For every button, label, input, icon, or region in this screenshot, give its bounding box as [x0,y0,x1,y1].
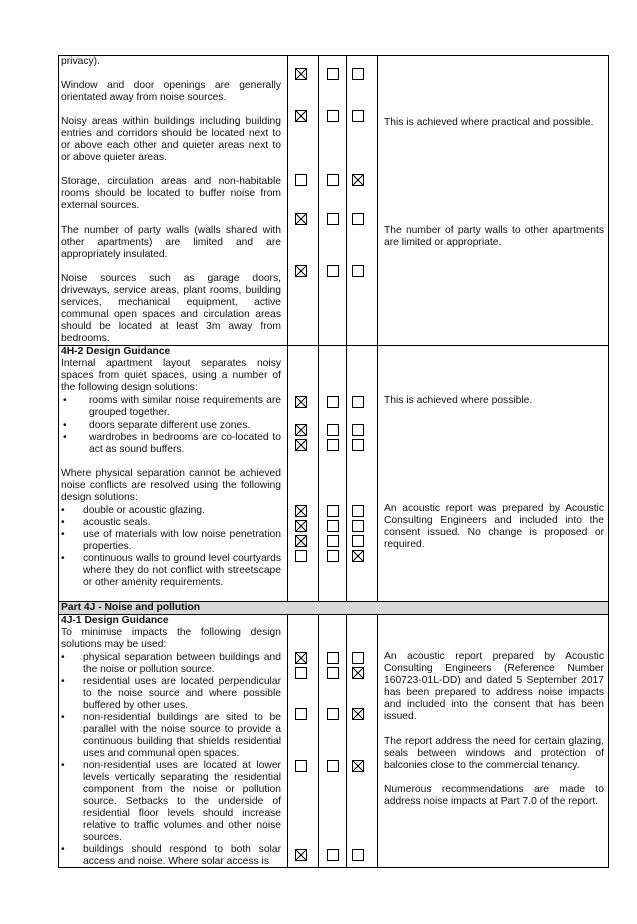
no-checkbox[interactable] [327,110,339,122]
table-rule [377,614,378,868]
list-item: non-residential buildings are sited to be parallel with the noise source to provide a continuous building that shields residential uses and communal open spaces. [83,712,281,759]
yes-checkbox[interactable] [295,424,307,436]
yes-checkbox[interactable] [295,396,307,408]
yes-checkbox[interactable] [295,174,307,186]
no-checkbox[interactable] [327,520,339,532]
no-checkbox[interactable] [327,849,339,861]
yes-checkbox[interactable] [295,110,307,122]
na-checkbox[interactable] [352,265,364,277]
bullet-glyph: • [63,395,67,406]
bullet-glyph: • [61,712,65,723]
criteria-text: Storage, circulation areas and non-habitable rooms should be located to buffer noise from external sources. [61,176,281,211]
comment-text: This is achieved where practical and possible. [384,117,594,128]
bullet-glyph: • [61,652,65,663]
yes-checkbox[interactable] [295,535,307,547]
criteria-text: The number of party walls (walls shared with other apartments) are limited and are appropriately insulated. [61,225,281,260]
table-rule [318,614,319,868]
no-checkbox[interactable] [327,439,339,451]
na-checkbox[interactable] [352,110,364,122]
table-rule [318,55,319,601]
na-checkbox[interactable] [352,550,364,562]
na-checkbox[interactable] [352,174,364,186]
yes-checkbox[interactable] [295,550,307,562]
no-checkbox[interactable] [327,213,339,225]
comment-text: The number of party walls to other apartments are limited or appropriate. [384,225,604,248]
no-checkbox[interactable] [327,535,339,547]
na-checkbox[interactable] [352,213,364,225]
no-checkbox[interactable] [327,396,339,408]
bullet-glyph: • [63,420,67,431]
no-checkbox[interactable] [327,708,339,720]
na-checkbox[interactable] [352,396,364,408]
bullet-glyph: • [61,676,65,687]
yes-checkbox[interactable] [295,213,307,225]
na-checkbox[interactable] [352,667,364,679]
criteria-text: Where physical separation cannot be achieved noise conflicts are resolved using the following design solutions: [61,468,281,503]
bullet-glyph: • [61,517,65,528]
criteria-text: Window and door openings are generally orientated away from noise sources. [61,80,281,103]
bullet-glyph: • [61,760,65,771]
list-item: double or acoustic glazing. [83,505,205,516]
list-item: continuous walls to ground level courtyards where they do not conflict with streetscape or other amenity requirements. [83,553,281,588]
no-checkbox[interactable] [327,652,339,664]
na-checkbox[interactable] [352,520,364,532]
table-rule [287,55,288,601]
na-checkbox[interactable] [352,505,364,517]
comment-text: Numerous recommendations are made to address noise impacts at Part 7.0 of the report. [384,784,604,807]
section-heading: Part 4J - Noise and pollution [61,602,201,613]
yes-checkbox[interactable] [295,708,307,720]
yes-checkbox[interactable] [295,505,307,517]
bullet-glyph: • [61,505,65,516]
na-checkbox[interactable] [352,424,364,436]
yes-checkbox[interactable] [295,760,307,772]
na-checkbox[interactable] [352,708,364,720]
guidance-heading: 4H-2 Design Guidance [61,346,171,357]
list-item: rooms with similar noise requirements are grouped together. [89,395,281,418]
table-rule [58,55,609,56]
list-item: wardrobes in bedrooms are co-located to act as sound buffers. [89,432,281,455]
list-item: acoustic seals. [83,517,151,528]
comment-text: An acoustic report prepared by Acoustic Consulting Engineers (Reference Number 160723-01L-DD) and dated 5 September 2017 has been prepared to address noise impacts and included into the consent that has been issued. [384,651,604,722]
list-item: physical separation between buildings and the noise or pollution source. [83,652,281,675]
na-checkbox[interactable] [352,849,364,861]
comment-text: The report address the need for certain glazing, seals between windows and protection of balconies close to the commercial tenancy. [384,736,604,771]
yes-checkbox[interactable] [295,652,307,664]
bullet-glyph: • [61,553,65,564]
list-item: non-residential uses are located at lower levels vertically separating the residential component from the noise or pollution source. Setbacks to the underside of residential floor levels should increase relative to traffic volumes and other noise sources. [83,760,281,843]
na-checkbox[interactable] [352,535,364,547]
criteria-text: Internal apartment layout separates noisy spaces from quiet spaces, using a number of the following design solutions: [61,358,281,393]
list-item: buildings should respond to both solar access and noise. Where solar access is [83,844,281,867]
yes-checkbox[interactable] [295,439,307,451]
yes-checkbox[interactable] [295,520,307,532]
no-checkbox[interactable] [327,424,339,436]
table-rule [608,55,609,868]
na-checkbox[interactable] [352,652,364,664]
bullet-glyph: • [61,844,65,855]
na-checkbox[interactable] [352,439,364,451]
no-checkbox[interactable] [327,265,339,277]
yes-checkbox[interactable] [295,265,307,277]
guidance-heading: 4J-1 Design Guidance [61,615,169,626]
list-item: use of materials with low noise penetration properties. [83,529,281,552]
table-rule [346,55,347,601]
comment-text: This is achieved where possible. [384,395,533,406]
table-rule [58,55,59,868]
no-checkbox[interactable] [327,68,339,80]
bullet-glyph: • [61,529,65,540]
criteria-text: Noise sources such as garage doors, driveways, service areas, plant rooms, building services, mechanical equipment, active communal open spaces and circulation areas should be located at least 3m away from bedrooms. [61,273,281,344]
no-checkbox[interactable] [327,760,339,772]
table-rule [377,55,378,601]
no-checkbox[interactable] [327,667,339,679]
table-rule [346,614,347,868]
criteria-text: To minimise impacts the following design solutions may be used: [61,627,281,650]
na-checkbox[interactable] [352,68,364,80]
no-checkbox[interactable] [327,505,339,517]
list-item: doors separate different use zones. [89,420,251,431]
criteria-text: Noisy areas within buildings including building entries and corridors should be located next to or above each other and quieter areas next to or above quieter areas. [61,116,281,163]
yes-checkbox[interactable] [295,68,307,80]
na-checkbox[interactable] [352,760,364,772]
table-rule [287,614,288,868]
yes-checkbox[interactable] [295,667,307,679]
criteria-text: privacy). [61,56,100,67]
no-checkbox[interactable] [327,550,339,562]
yes-checkbox[interactable] [295,849,307,861]
bullet-glyph: • [63,432,67,443]
list-item: residential uses are located perpendicular to the noise source and where possible buffered by other uses. [83,676,281,711]
no-checkbox[interactable] [327,174,339,186]
comment-text: An acoustic report was prepared by Acoustic Consulting Engineers and included into the consent issued. No change is proposed or required. [384,503,604,550]
